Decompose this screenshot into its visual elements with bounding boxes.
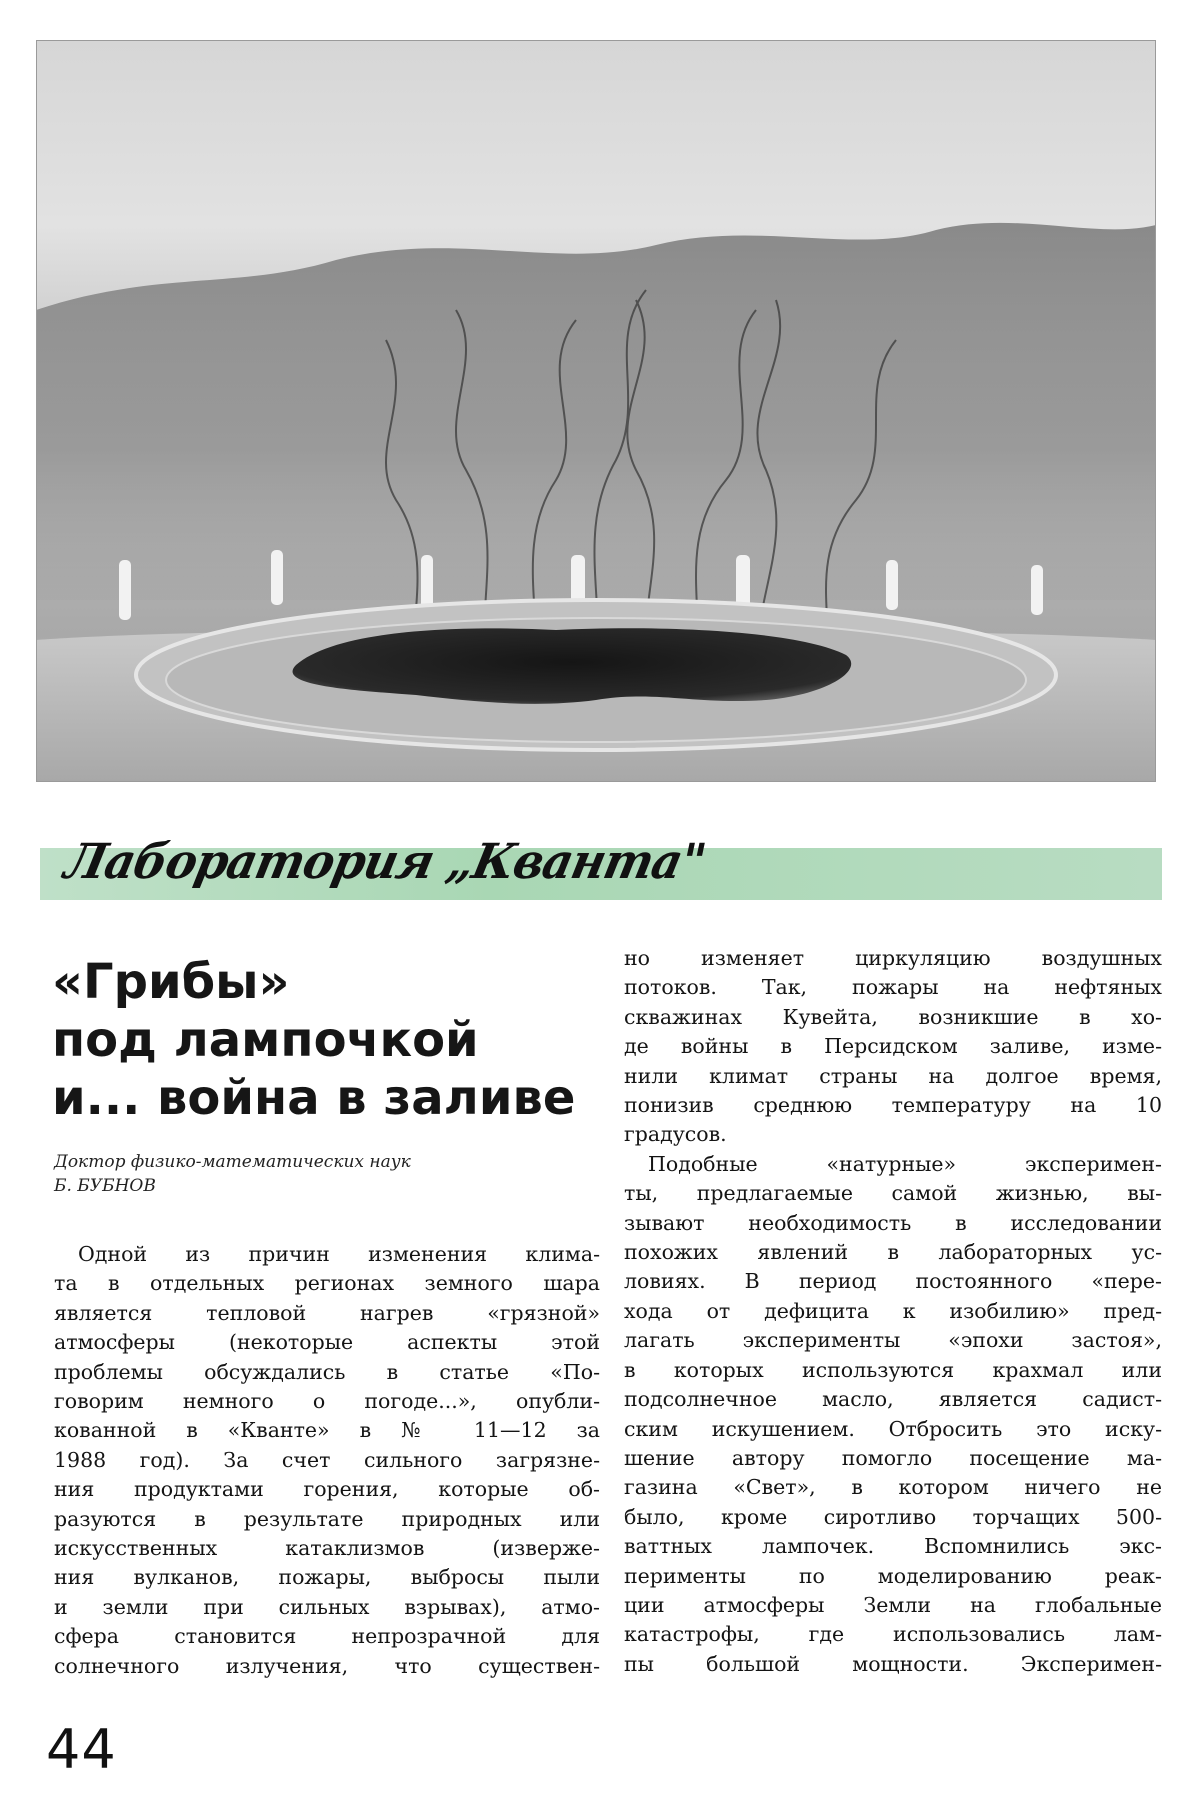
text-line: атмосферы (некоторые аспекты этой xyxy=(54,1330,600,1355)
text-line: нили климат страны на долгое время, xyxy=(624,1063,1162,1088)
text-line: градусов. xyxy=(624,1122,727,1147)
byline xyxy=(54,1150,614,1198)
text-line: зывают необходимость в исследовании xyxy=(624,1210,1162,1235)
text-line: в которых используются крахмал или xyxy=(624,1357,1162,1382)
text-line: разуются в результате природных или xyxy=(54,1506,600,1531)
text-line: газина «Свет», в котором ничего не xyxy=(624,1475,1162,1500)
text-line: проблемы обсуждались в статье «По- xyxy=(54,1359,600,1384)
text-line: понизив среднюю температуру на 10 xyxy=(624,1093,1162,1118)
text-line: похожих явлений в лабораторных ус- xyxy=(624,1240,1162,1265)
title-line: и... война в заливе xyxy=(52,1070,576,1126)
text-line: ния вулканов, пожары, выбросы пыли xyxy=(54,1565,600,1590)
text-line: ты, предлагаемые самой жизнью, вы- xyxy=(624,1181,1162,1206)
text-line: было, кроме сиротливо торчащих 500- xyxy=(624,1504,1162,1529)
author-degree: Доктор физико-математических наук xyxy=(54,1152,411,1172)
text-column-left xyxy=(54,1240,600,1681)
text-line: ции атмосферы Земли на глобальные xyxy=(624,1592,1162,1617)
text-line: Подобные «натурные» эксперимен- xyxy=(648,1151,1162,1176)
text-line: солнечного излучения, что существен- xyxy=(54,1653,600,1678)
text-line: шение автору помогло посещение ма- xyxy=(624,1445,1162,1470)
text-line: хода от дефицита к изобилию» пред- xyxy=(624,1298,1162,1323)
text-line: та в отдельных регионах земного шара xyxy=(54,1271,600,1296)
text-line: скважинах Кувейта, возникшие в хо- xyxy=(624,1004,1162,1029)
text-line: но изменяет циркуляцию воздушных xyxy=(624,946,1162,970)
text-line: ловиях. В период постоянного «пере- xyxy=(624,1269,1162,1294)
text-line: ским искушением. Отбросить это иску- xyxy=(624,1416,1162,1441)
text-line: подсолнечное масло, является садист- xyxy=(624,1387,1162,1412)
rubric-title: Лаборатория „Кванта" xyxy=(59,832,711,890)
text-line: потоков. Так, пожары на нефтяных xyxy=(624,975,1162,1000)
title-line: под лампочкой xyxy=(52,1012,479,1068)
text-line: перименты по моделированию реак- xyxy=(624,1563,1162,1588)
text-line: лагать эксперименты «эпохи застоя», xyxy=(624,1328,1162,1353)
text-line: Одной из причин изменения клима- xyxy=(78,1242,600,1266)
text-column-right xyxy=(624,944,1162,1679)
page-number: 44 xyxy=(46,1718,117,1781)
experiment-photo xyxy=(36,40,1156,782)
photo-illustration xyxy=(36,40,1156,782)
title-line: «Грибы» xyxy=(52,954,290,1010)
article-title xyxy=(52,953,612,1127)
text-line: катастрофы, где использовались лам- xyxy=(624,1622,1162,1647)
text-line: сфера становится непрозрачной для xyxy=(54,1624,600,1649)
text-line: искусственных катаклизмов (изверже- xyxy=(54,1536,600,1561)
text-line: ния продуктами горения, которые об- xyxy=(54,1477,600,1502)
text-line: является тепловой нагрев «грязной» xyxy=(54,1300,600,1325)
text-line: говорим немного о погоде...», опубли- xyxy=(54,1389,600,1414)
text-line: кованной в «Кванте» в № 11—12 за xyxy=(54,1418,600,1443)
author-name: Б. БУБНОВ xyxy=(54,1176,156,1196)
text-line: ваттных лампочек. Вспомнились экс- xyxy=(624,1534,1162,1559)
text-line: 1988 год). За счет сильного загрязне- xyxy=(54,1447,600,1472)
text-line: пы большой мощности. Эксперимен- xyxy=(624,1651,1162,1676)
text-line: и земли при сильных взрывах), атмо- xyxy=(54,1594,600,1619)
text-line: де войны в Персидском заливе, изме- xyxy=(624,1034,1162,1059)
